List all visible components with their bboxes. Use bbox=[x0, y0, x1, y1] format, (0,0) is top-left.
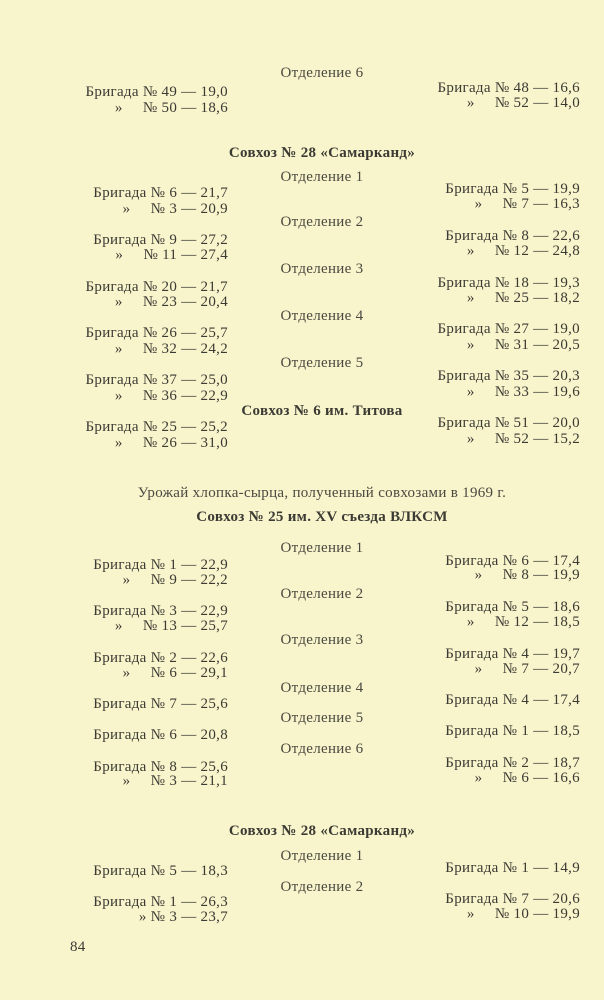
brigade-entry-left: » № 3 — 20,9 bbox=[122, 201, 228, 217]
brigade-entry-right: Бригада № 5 — 19,9 bbox=[445, 181, 580, 197]
brigade-entry-left: Бригада № 1 — 22,9 bbox=[93, 557, 228, 573]
brigade-entry-left: Бригада № 49 — 19,0 bbox=[85, 84, 228, 100]
division-label: Отделение 2 bbox=[280, 586, 364, 602]
brigade-entry-left: » № 11 — 27,4 bbox=[115, 247, 228, 263]
brigade-entry-left: Бригада № 2 — 22,6 bbox=[93, 650, 228, 666]
brigade-entry-left: Бригада № 6 — 20,8 bbox=[93, 727, 228, 743]
brigade-entry-left: » № 32 — 24,2 bbox=[114, 341, 228, 357]
division-label: Отделение 6 bbox=[280, 65, 364, 81]
brigade-entry-left: » № 13 — 25,7 bbox=[114, 618, 228, 634]
table-caption: Урожай хлопка-сырца, полученный совхозами в 1969 г. bbox=[137, 485, 507, 501]
division-label: Отделение 3 bbox=[280, 632, 364, 648]
brigade-entry-left: Бригада № 3 — 22,9 bbox=[93, 603, 228, 619]
division-label: Отделение 1 bbox=[280, 540, 364, 556]
brigade-entry-right: » № 52 — 15,2 bbox=[466, 431, 580, 447]
brigade-entry-right: Бригада № 27 — 19,0 bbox=[437, 321, 580, 337]
division-label: Отделение 6 bbox=[280, 741, 364, 757]
brigade-entry-right: » № 31 — 20,5 bbox=[466, 337, 580, 353]
brigade-entry-left: Бригада № 7 — 25,6 bbox=[93, 696, 228, 712]
brigade-entry-right: Бригада № 1 — 14,9 bbox=[445, 860, 580, 876]
brigade-entry-right: Бригада № 48 — 16,6 bbox=[437, 80, 580, 96]
division-label: Отделение 5 bbox=[280, 355, 364, 371]
brigade-entry-right: Бригада № 5 — 18,6 bbox=[445, 599, 580, 615]
division-label: Отделение 5 bbox=[280, 710, 364, 726]
brigade-entry-left: Бригада № 20 — 21,7 bbox=[85, 279, 228, 295]
brigade-entry-right: » № 12 — 18,5 bbox=[466, 614, 580, 630]
brigade-entry-right: Бригада № 51 — 20,0 bbox=[437, 415, 580, 431]
brigade-entry-right: » № 12 — 24,8 bbox=[466, 243, 580, 259]
brigade-entry-left: Бригада № 25 — 25,2 bbox=[85, 419, 228, 435]
brigade-entry-left: Бригада № 37 — 25,0 bbox=[85, 372, 228, 388]
brigade-entry-right: Бригада № 18 — 19,3 bbox=[437, 275, 580, 291]
brigade-entry-right: Бригада № 7 — 20,6 bbox=[445, 891, 580, 907]
brigade-entry-left: Бригада № 5 — 18,3 bbox=[93, 863, 228, 879]
brigade-entry-right: » № 6 — 16,6 bbox=[474, 770, 580, 786]
brigade-entry-right: Бригада № 35 — 20,3 bbox=[437, 368, 580, 384]
brigade-entry-left: Бригада № 9 — 27,2 bbox=[93, 232, 228, 248]
brigade-entry-left: » № 3 — 23,7 bbox=[138, 909, 228, 925]
brigade-entry-left: » № 9 — 22,2 bbox=[122, 572, 228, 588]
division-label: Отделение 4 bbox=[280, 308, 364, 324]
brigade-entry-left: » № 23 — 20,4 bbox=[114, 294, 228, 310]
brigade-entry-left: » № 3 — 21,1 bbox=[122, 773, 228, 789]
brigade-entry-left: Бригада № 1 — 26,3 bbox=[93, 894, 228, 910]
brigade-entry-right: » № 7 — 16,3 bbox=[474, 196, 580, 212]
brigade-entry-right: Бригада № 8 — 22,6 bbox=[445, 228, 580, 244]
sovkhoz-heading: Совхоз № 28 «Самарканд» bbox=[228, 145, 416, 161]
brigade-entry-left: Бригада № 6 — 21,7 bbox=[93, 185, 228, 201]
sovkhoz-heading: Совхоз № 25 им. XV съезда ВЛКСМ bbox=[196, 509, 448, 525]
brigade-entry-right: » № 52 — 14,0 bbox=[466, 95, 580, 111]
brigade-entry-right: Бригада № 4 — 17,4 bbox=[445, 692, 580, 708]
brigade-entry-right: Бригада № 1 — 18,5 bbox=[445, 723, 580, 739]
brigade-entry-left: » № 26 — 31,0 bbox=[114, 435, 228, 451]
brigade-entry-left: » № 50 — 18,6 bbox=[114, 100, 228, 116]
division-label: Отделение 2 bbox=[280, 879, 364, 895]
brigade-entry-right: » № 25 — 18,2 bbox=[466, 290, 580, 306]
division-label: Отделение 1 bbox=[280, 848, 364, 864]
brigade-entry-left: » № 36 — 22,9 bbox=[114, 388, 228, 404]
sovkhoz-heading: Совхоз № 28 «Самарканд» bbox=[228, 823, 416, 839]
brigade-entry-right: » № 8 — 19,9 bbox=[474, 567, 580, 583]
brigade-entry-left: Бригада № 8 — 25,6 bbox=[93, 759, 228, 775]
brigade-entry-right: » № 7 — 20,7 bbox=[474, 661, 580, 677]
brigade-entry-right: » № 10 — 19,9 bbox=[466, 906, 580, 922]
page-number: 84 bbox=[70, 939, 86, 955]
brigade-entry-right: Бригада № 4 — 19,7 bbox=[445, 646, 580, 662]
brigade-entry-left: Бригада № 26 — 25,7 bbox=[85, 325, 228, 341]
division-label: Отделение 1 bbox=[280, 169, 364, 185]
sovkhoz-heading: Совхоз № 6 им. Титова bbox=[241, 403, 403, 419]
brigade-entry-right: Бригада № 6 — 17,4 bbox=[445, 553, 580, 569]
division-label: Отделение 2 bbox=[280, 214, 364, 230]
brigade-entry-left: » № 6 — 29,1 bbox=[122, 665, 228, 681]
division-label: Отделение 4 bbox=[280, 680, 364, 696]
brigade-entry-right: » № 33 — 19,6 bbox=[466, 384, 580, 400]
brigade-entry-right: Бригада № 2 — 18,7 bbox=[445, 755, 580, 771]
division-label: Отделение 3 bbox=[280, 261, 364, 277]
